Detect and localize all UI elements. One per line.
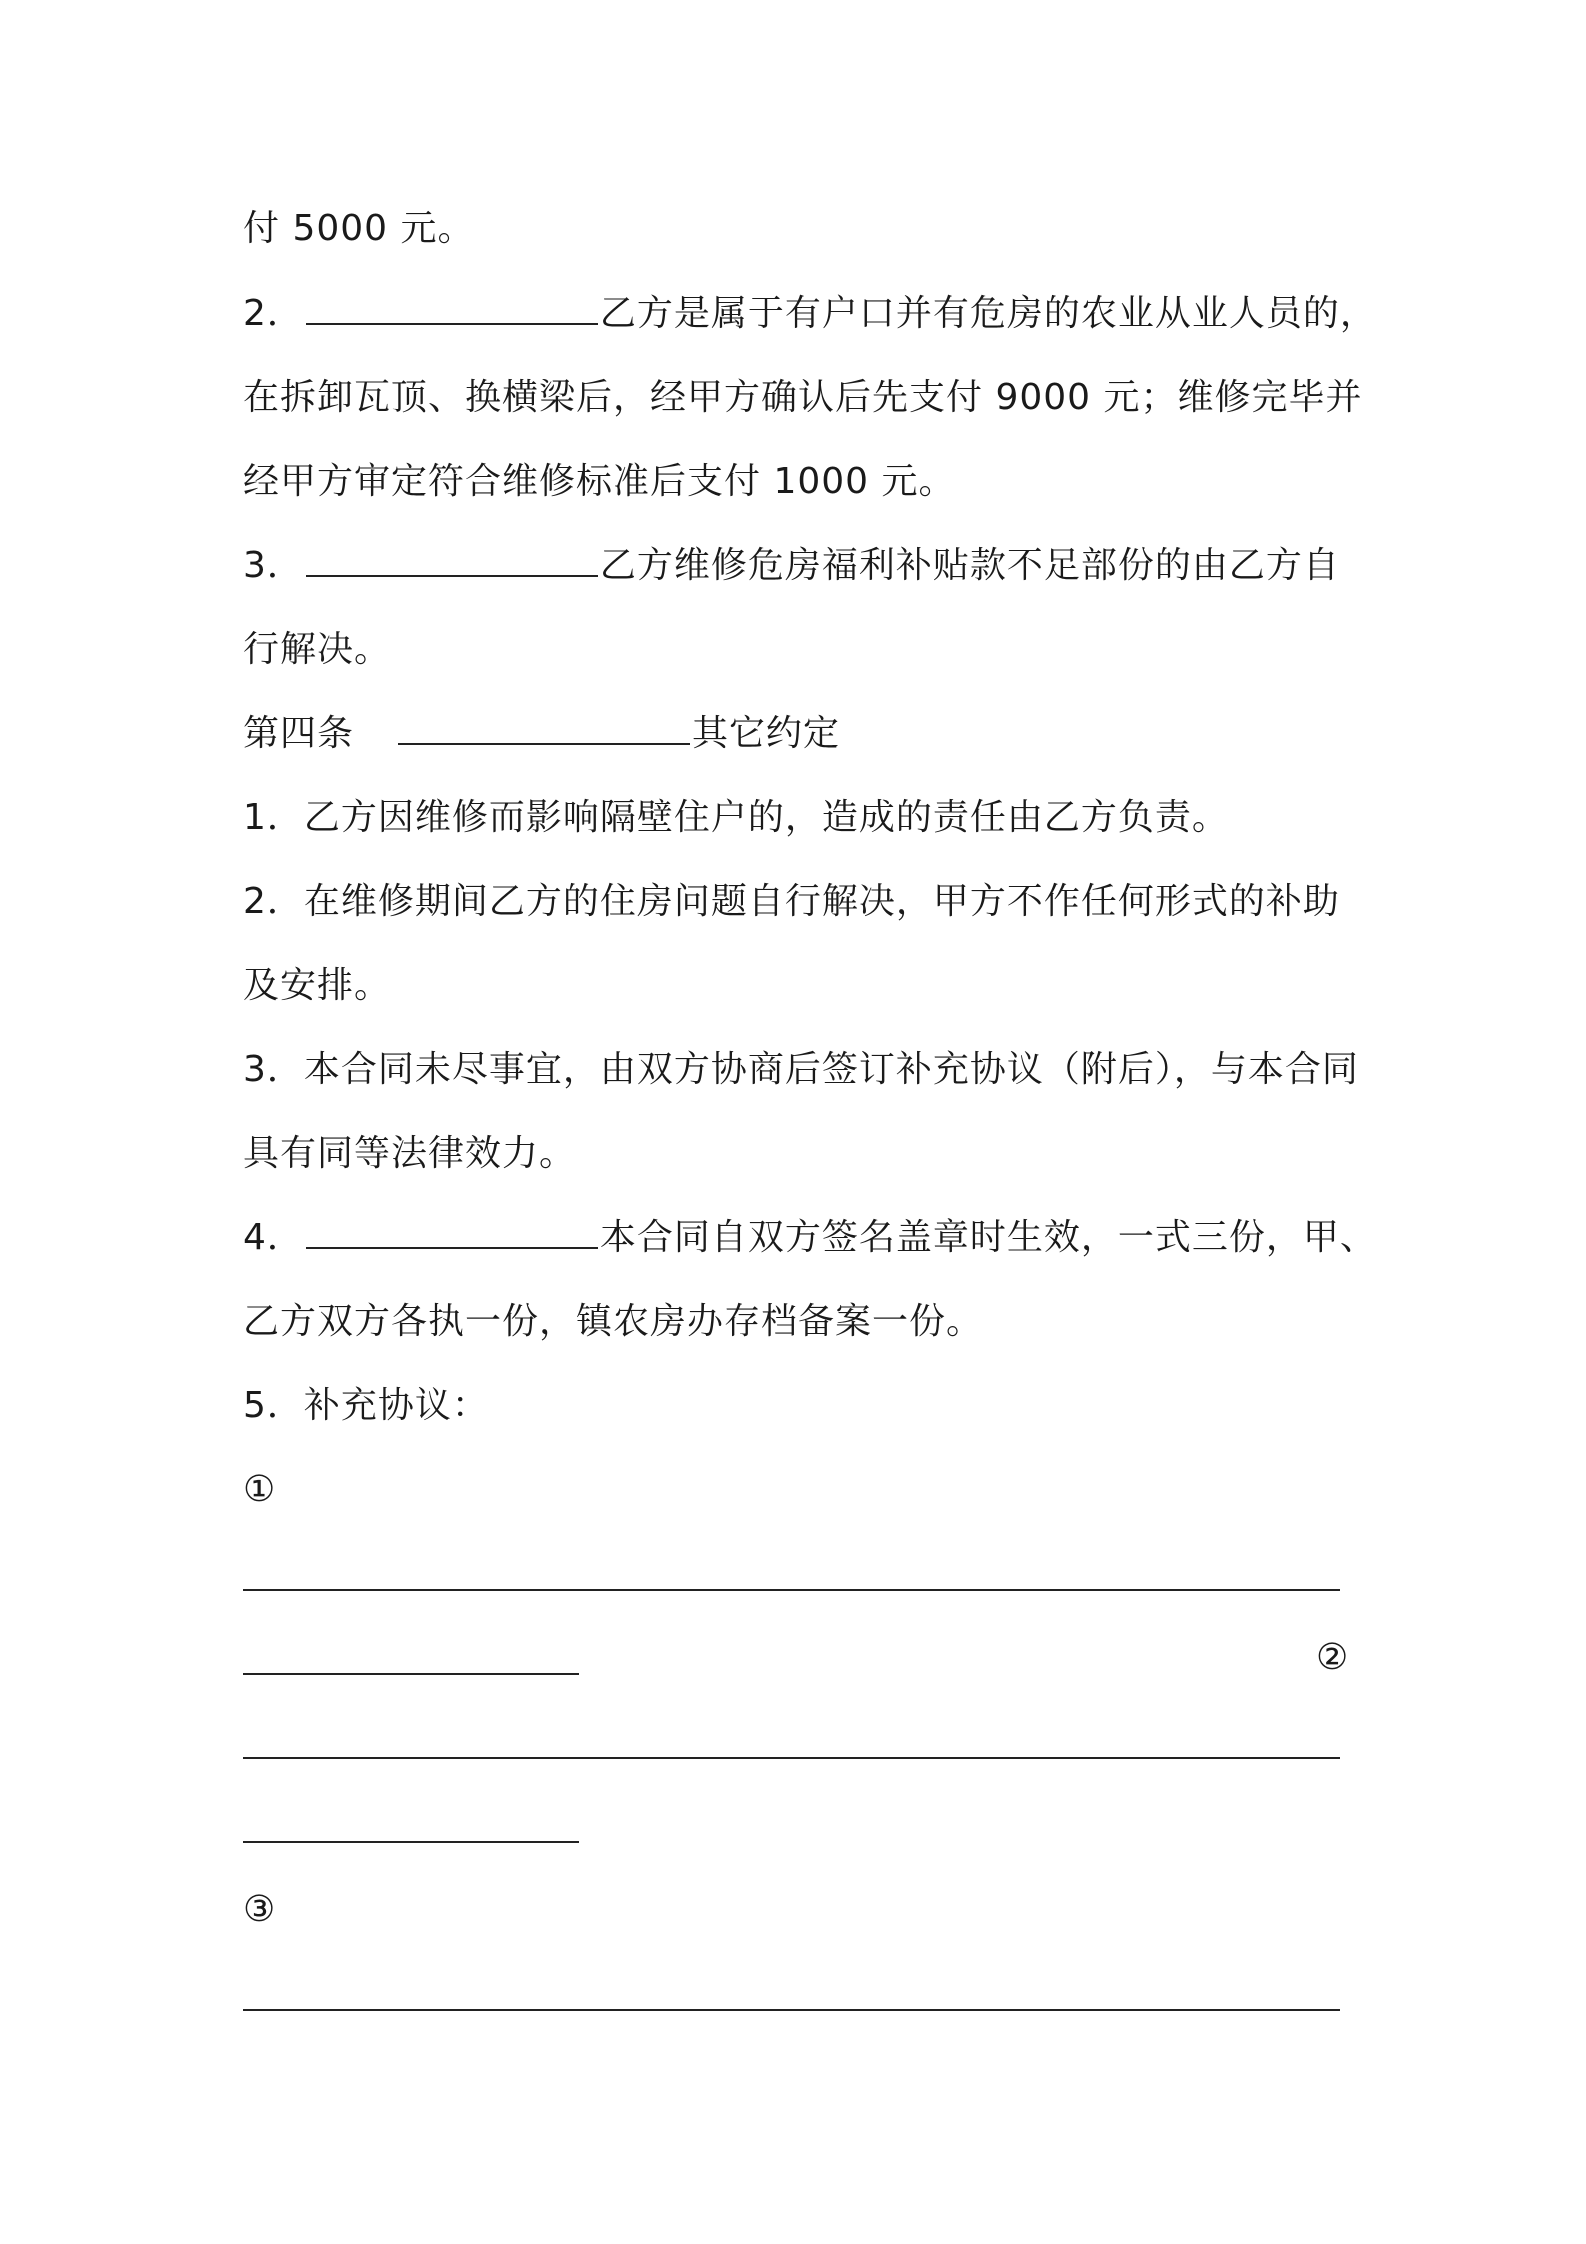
- clause-text: 3．本合同未尽事宜，由双方协商后签订补充协议（附后），与本合同: [243, 1049, 1359, 1090]
- clause-text: 2．在维修期间乙方的住房问题自行解决，甲方不作任何形式的补助: [243, 881, 1340, 922]
- clause-4-2: [243, 878, 1340, 926]
- fill-in-blank[interactable]: [243, 1811, 579, 1843]
- clause-4-3-line-2: [243, 1130, 576, 1178]
- fill-in-blank[interactable]: [306, 293, 598, 325]
- supplement-2-line-1: [243, 1724, 1340, 1772]
- clause-text: 乙方双方各执一份，镇农房办存档备案一份。: [243, 1301, 984, 1342]
- clause-text: 本合同自双方签名盖章时生效，一式三份，甲、: [599, 1217, 1377, 1258]
- clause-4-5: [243, 1382, 489, 1430]
- item-2: [243, 290, 1377, 338]
- payment-text: 付 5000 元。: [243, 208, 475, 249]
- item-text: 行解决。: [243, 629, 392, 670]
- item-3: [243, 542, 1340, 590]
- supplement-1-line-2: [243, 1640, 579, 1688]
- item-number: 2．: [243, 293, 304, 334]
- article-title: 其它约定: [692, 713, 841, 754]
- article-label: 第四条: [243, 713, 355, 754]
- paragraph-tail: [243, 205, 475, 253]
- clause-4-2-line-2: [243, 962, 391, 1010]
- item-text: 乙方维修危房福利补贴款不足部份的由乙方自: [599, 545, 1340, 586]
- clause-4-4: [243, 1214, 1377, 1262]
- item-2-line-2: [243, 374, 1363, 422]
- fill-in-blank[interactable]: [306, 545, 598, 577]
- item-number: 3．: [243, 545, 304, 586]
- item-2-line-3: [243, 458, 956, 506]
- clause-text: 及安排。: [243, 965, 392, 1006]
- fill-in-blank[interactable]: [243, 1727, 1340, 1759]
- clause-4-3: [243, 1046, 1359, 1094]
- clause-text: 1．乙方因维修而影响隔壁住户的，造成的责任由乙方负责。: [243, 797, 1229, 838]
- item-number: 4．: [243, 1217, 304, 1258]
- fill-in-blank[interactable]: [306, 1217, 598, 1249]
- supplement-1-line-1: [243, 1556, 1340, 1604]
- fill-in-blank[interactable]: [243, 1979, 1340, 2011]
- article-4-heading: [243, 710, 840, 758]
- clause-text: 5．补充协议：: [243, 1385, 489, 1426]
- item-text: 在拆卸瓦顶、换横梁后，经甲方确认后先支付 9000 元；维修完毕并: [243, 377, 1363, 418]
- clause-4-4-line-2: [243, 1298, 983, 1346]
- clause-text: 具有同等法律效力。: [243, 1133, 577, 1174]
- circled-two-marker: ②: [1316, 1637, 1349, 1678]
- fill-in-blank[interactable]: [243, 1559, 1340, 1591]
- supplement-3-line-1: [243, 1976, 1340, 2024]
- item-text: 乙方是属于有户口并有危房的农业从业人员的，: [599, 293, 1377, 334]
- item-text: 经甲方审定符合维修标准后支付 1000 元。: [243, 461, 956, 502]
- circled-one-marker: ①: [243, 1469, 276, 1510]
- fill-in-blank[interactable]: [243, 1643, 579, 1675]
- clause-4-1: [243, 794, 1229, 842]
- supplement-2-line-2: [243, 1808, 579, 1856]
- fill-in-blank[interactable]: [398, 713, 690, 745]
- circled-three-marker: ③: [243, 1889, 276, 1930]
- item-3-line-2: [243, 626, 391, 674]
